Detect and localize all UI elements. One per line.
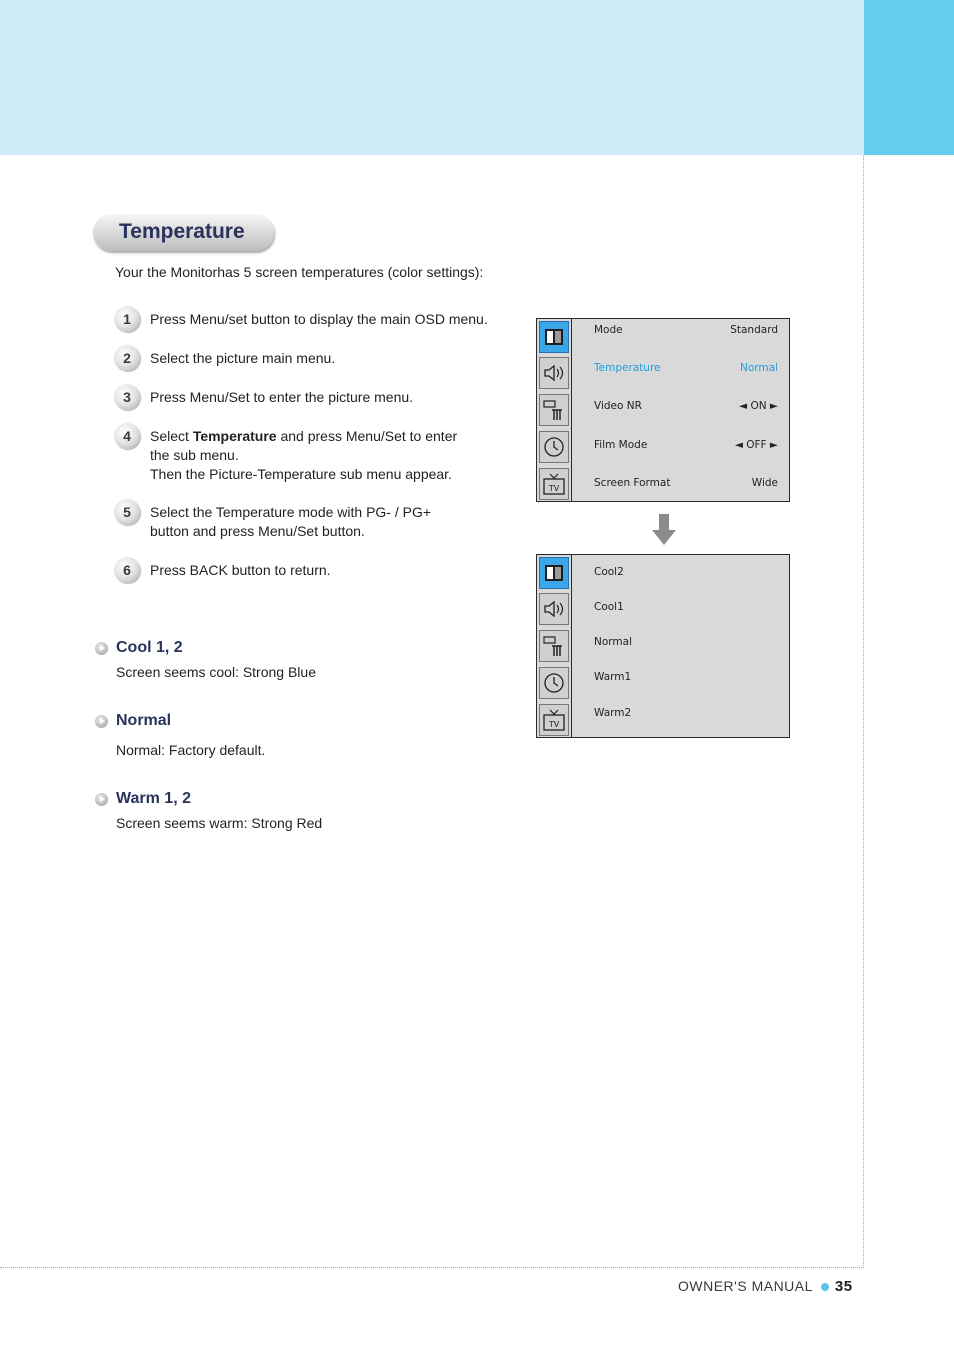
step-line: Press BACK button to return. <box>150 562 331 578</box>
picture-icon <box>539 321 569 353</box>
arrow-down-icon <box>652 514 676 546</box>
step-number: 2 <box>114 345 140 371</box>
osd-row-value: ◄ ON ► <box>739 400 778 412</box>
section-body: Screen seems cool: Strong Blue <box>116 664 316 680</box>
margin-line-vertical <box>863 155 864 1268</box>
step-emphasis: Temperature <box>192 428 277 444</box>
tv-icon <box>539 704 569 736</box>
svg-text:TV: TV <box>548 484 560 493</box>
section-heading: Normal <box>116 712 172 729</box>
step-number: 1 <box>114 306 140 332</box>
section-body: Normal: Factory default. <box>116 742 266 758</box>
osd-row-value: Wide <box>751 477 778 489</box>
header-tab <box>864 0 954 155</box>
footer-dot-icon <box>821 1283 829 1291</box>
osd-icon-column <box>537 555 572 737</box>
osd-icon-column <box>537 319 572 501</box>
osd-row-label: Film Mode <box>594 439 648 451</box>
section-title-badge <box>93 214 274 251</box>
osd-row-video-nr[interactable] <box>594 400 778 412</box>
osd-row-temperature[interactable] <box>594 362 778 374</box>
step-line: Select the Temperature mode with PG- / PG+ <box>150 504 432 520</box>
osd-row-label: Video NR <box>594 400 642 412</box>
osd-option-warm1[interactable]: Warm1 <box>594 671 632 683</box>
section-heading: Cool 1, 2 <box>116 639 183 656</box>
step-line: Select the picture main menu. <box>150 350 336 366</box>
intro-text: Your the Monitorhas 5 screen temperatures (color settings): <box>115 264 484 280</box>
step-text <box>150 427 457 484</box>
clock-icon <box>539 431 569 463</box>
osd-row-value: ◄ OFF ► <box>734 439 778 451</box>
footer-label: OWNER'S MANUAL <box>678 1278 813 1294</box>
osd-temperature-submenu <box>536 554 790 738</box>
step-line: Press Menu/set button to display the main OSD menu. <box>150 311 488 327</box>
step-line: the sub menu. <box>150 447 239 463</box>
tv-icon <box>539 468 569 500</box>
osd-row-label: Screen Format <box>594 477 671 489</box>
step-text <box>150 503 431 541</box>
bullet-arrow-icon <box>95 642 108 655</box>
osd-option-normal[interactable]: Normal <box>594 636 632 648</box>
step-number: 4 <box>114 423 140 449</box>
margin-line-horizontal <box>0 1267 864 1268</box>
setup-icon <box>539 394 569 426</box>
osd-row-value: Normal <box>740 362 778 374</box>
step-number: 3 <box>114 384 140 410</box>
picture-icon <box>539 557 569 589</box>
step-suffix: and press Menu/Set to enter <box>276 428 458 444</box>
osd-row-mode[interactable] <box>594 324 778 336</box>
step-number: 6 <box>114 557 140 583</box>
step-prefix: Select <box>150 428 193 444</box>
step-text <box>150 349 335 368</box>
osd-row-value: Standard <box>730 324 778 336</box>
step-text <box>150 310 488 329</box>
bullet-arrow-icon <box>95 793 108 806</box>
setup-icon <box>539 630 569 662</box>
step-line: Then the Picture-Temperature sub menu appear. <box>150 466 452 482</box>
section-heading: Warm 1, 2 <box>116 790 191 807</box>
osd-row-label: Mode <box>594 324 623 336</box>
osd-option-warm2[interactable]: Warm2 <box>594 707 632 719</box>
osd-picture-menu <box>536 318 790 502</box>
osd-option-cool2[interactable]: Cool2 <box>594 566 624 578</box>
step-number: 5 <box>114 499 140 525</box>
step-text <box>150 561 331 580</box>
step-text <box>150 388 413 407</box>
clock-icon <box>539 667 569 699</box>
step-line: Press Menu/Set to enter the picture menu. <box>150 389 414 405</box>
step-line: button and press Menu/Set button. <box>150 523 365 539</box>
bullet-arrow-icon <box>95 715 108 728</box>
header-band <box>0 0 864 155</box>
step-line <box>150 427 457 446</box>
page-title: Temperature <box>119 220 245 243</box>
osd-row-screen-format[interactable] <box>594 477 778 489</box>
page-number: 35 <box>834 1278 853 1295</box>
sound-icon <box>539 357 569 389</box>
page-footer <box>678 1278 853 1295</box>
osd-option-cool1[interactable]: Cool1 <box>594 601 624 613</box>
sound-icon <box>539 593 569 625</box>
section-body: Screen seems warm: Strong Red <box>116 815 323 831</box>
svg-text:TV: TV <box>548 720 560 729</box>
osd-row-film-mode[interactable] <box>594 439 778 451</box>
osd-row-label: Temperature <box>594 362 661 374</box>
